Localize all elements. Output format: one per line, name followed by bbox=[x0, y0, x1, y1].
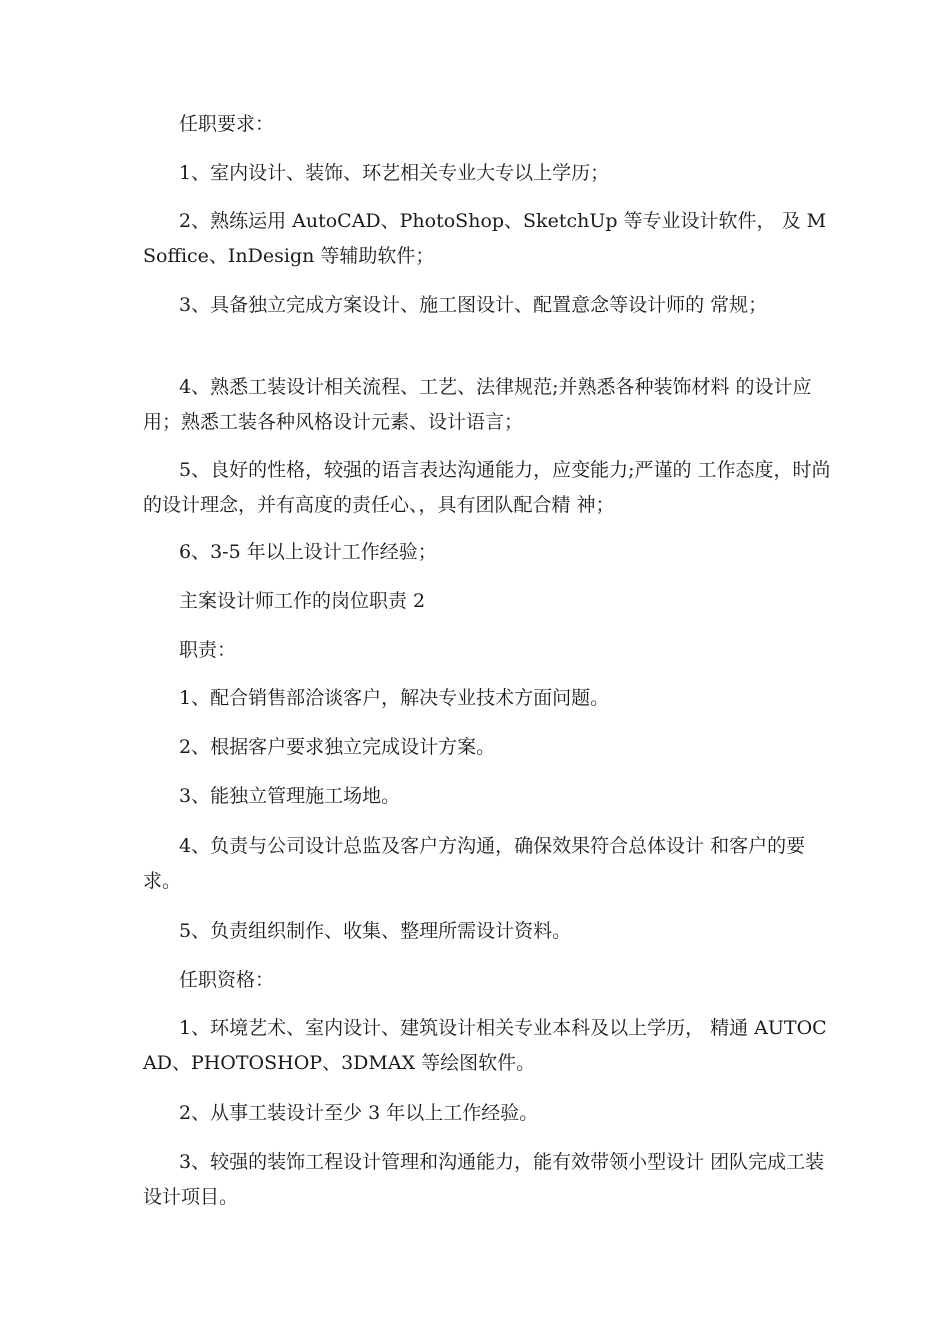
section-heading-duties: 职责： bbox=[179, 639, 237, 661]
paragraph: 3、较强的装饰工程设计管理和沟通能力，能有效带领小型设计 团队完成工装设计项目。 bbox=[143, 1151, 825, 1208]
paragraph: 3、具备独立完成方案设计、施工图设计、配置意念等设计师的 常规； bbox=[179, 294, 768, 316]
paragraph: 2、熟练运用 AutoCAD、PhotoShop、SketchUp 等专业设计软件， 及 MSoffice、InDesign 等辅助软件； bbox=[143, 210, 827, 267]
section-title: 主案设计师工作的岗位职责 2 bbox=[179, 590, 426, 612]
paragraph: 6、3-5 年以上设计工作经验； bbox=[179, 541, 437, 563]
paragraph: 2、从事工装设计至少 3 年以上工作经验。 bbox=[179, 1102, 539, 1124]
section-heading-qualifications: 任职资格： bbox=[179, 969, 275, 991]
paragraph: 1、配合销售部洽谈客户，解决专业技术方面问题。 bbox=[179, 687, 610, 709]
paragraph: 5、负责组织制作、收集、整理所需设计资料。 bbox=[179, 920, 572, 942]
paragraph: 4、负责与公司设计总监及客户方沟通，确保效果符合总体设计 和客户的要求。 bbox=[143, 835, 806, 892]
paragraph: 1、环境艺术、室内设计、建筑设计相关专业本科及以上学历， 精通 AUTOCAD、PHOTOSHOP、3DMAX 等绘图软件。 bbox=[143, 1017, 827, 1074]
paragraph: 2、根据客户要求独立完成设计方案。 bbox=[179, 736, 496, 758]
section-heading-requirements: 任职要求： bbox=[179, 113, 275, 135]
paragraph: 4、熟悉工装设计相关流程、工艺、法律规范;并熟悉各种装饰材料 的设计应用；熟悉工装各种风格设计元素、设计语言； bbox=[143, 376, 812, 433]
paragraph: 5、良好的性格，较强的语言表达沟通能力，应变能力;严谨的 工作态度，时尚的设计理念，并有高度的责任心、，具有团队配合精 神； bbox=[143, 459, 831, 516]
paragraph: 3、能独立管理施工场地。 bbox=[179, 785, 401, 807]
paragraph: 1、室内设计、装饰、环艺相关专业大专以上学历； bbox=[179, 162, 610, 184]
